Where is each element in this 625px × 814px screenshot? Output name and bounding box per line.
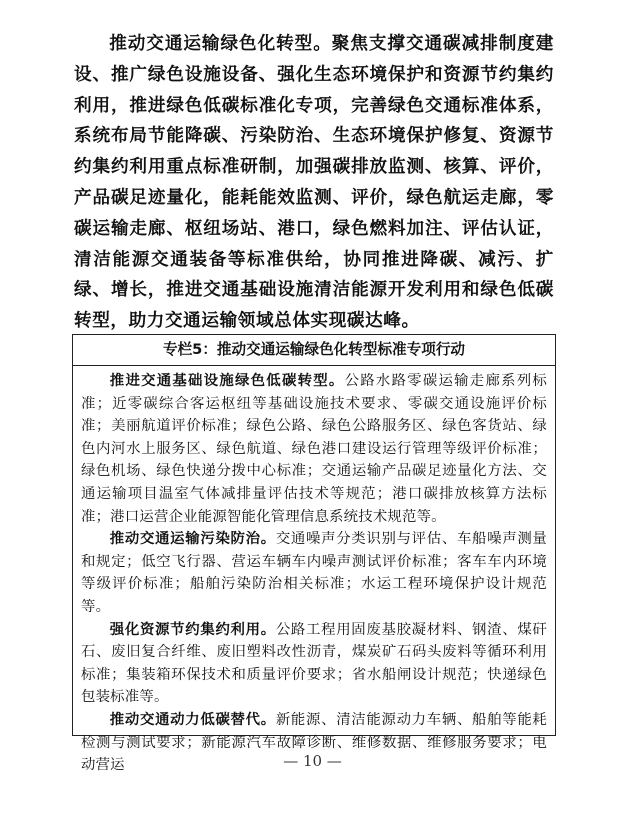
box-paragraph <box>81 528 547 618</box>
intro-paragraph: 推动交通运输绿色化转型。聚焦支撑交通碳减排制度建设、推广绿色设施设备、强化生态环境保护和资源节约集约利用，推进绿色低碳标准化专项，完善绿色交通标准体系，系统布局节能降碳、污染防治、生态环境保护修复、资源节约集约利用重点标准研制，加强碳排放监测、核算、评价，产品碳足迹量化，能耗能效监测、评价，绿色航运走廊，零碳运输走廊、枢纽场站、港口，绿色燃料加注、评估认证，清洁能源交通装备等标准供给，协同推进降碳、减污、扩绿、增长，推进交通基础设施清洁能源开发利用和绿色低碳转型，助力交通运输领域总体实现碳达峰。 <box>74 33 554 332</box>
box-paragraph <box>81 619 547 709</box>
paragraph-text: 公路工程用固废基胶凝材料、钢渣、煤矸石、废旧复合纤维、废旧塑料改性沥青，煤炭矿石码头废料等循环利用标准；集装箱环保技术和质量评价要求；省水船闸设计规范；快递绿色包装标准等。 <box>81 621 547 706</box>
paragraph-text: 交通噪声分类识别与评估、车船噪声测量和规定；低空飞行器、营运车辆车内噪声测试评价标准；客车车内环境等级评价标准；船舶污染防治相关标准；水运工程环境保护设计规范等。 <box>81 531 547 615</box>
paragraph-text: 公路水路零碳运输走廊系列标准；近零碳综合客运枢纽等基础设施技术要求、零碳交通设施评价标准；美丽航道评价标准；绿色公路、绿色公路服务区、绿色客货站、绿色内河水上服务区、绿色航道、绿色港口建设运行管理等级评价标准；绿色机场、绿色快递分拨中心标准；交通运输产品碳足迹量化方法、交通运输项目温室气体减排量评估技术等规范；港口碳排放核算方法标准；港口运营企业能源智能化管理信息系统技术规范等。 <box>81 373 547 525</box>
box-paragraph <box>81 370 547 528</box>
paragraph-lead: 推动交通运输污染防治。 <box>109 530 276 548</box>
paragraph-lead: 推进交通基础设施绿色低碳转型。 <box>109 372 345 389</box>
paragraph-text: 新能源、清洁能源动力车辆、船舶等能耗检测与测试要求；新能源汽车故障诊断、维修数据、维修服务要求；电动营运 <box>81 711 547 774</box>
feature-box-title: 专栏5：推动交通运输绿色化转型标准专项行动 <box>73 335 555 366</box>
paragraph-lead: 强化资源节约集约利用。 <box>109 620 276 638</box>
paragraph-lead: 推动交通动力低碳替代。 <box>109 710 276 728</box>
page-number: — 10 — <box>283 752 342 770</box>
feature-box-body <box>73 366 555 777</box>
